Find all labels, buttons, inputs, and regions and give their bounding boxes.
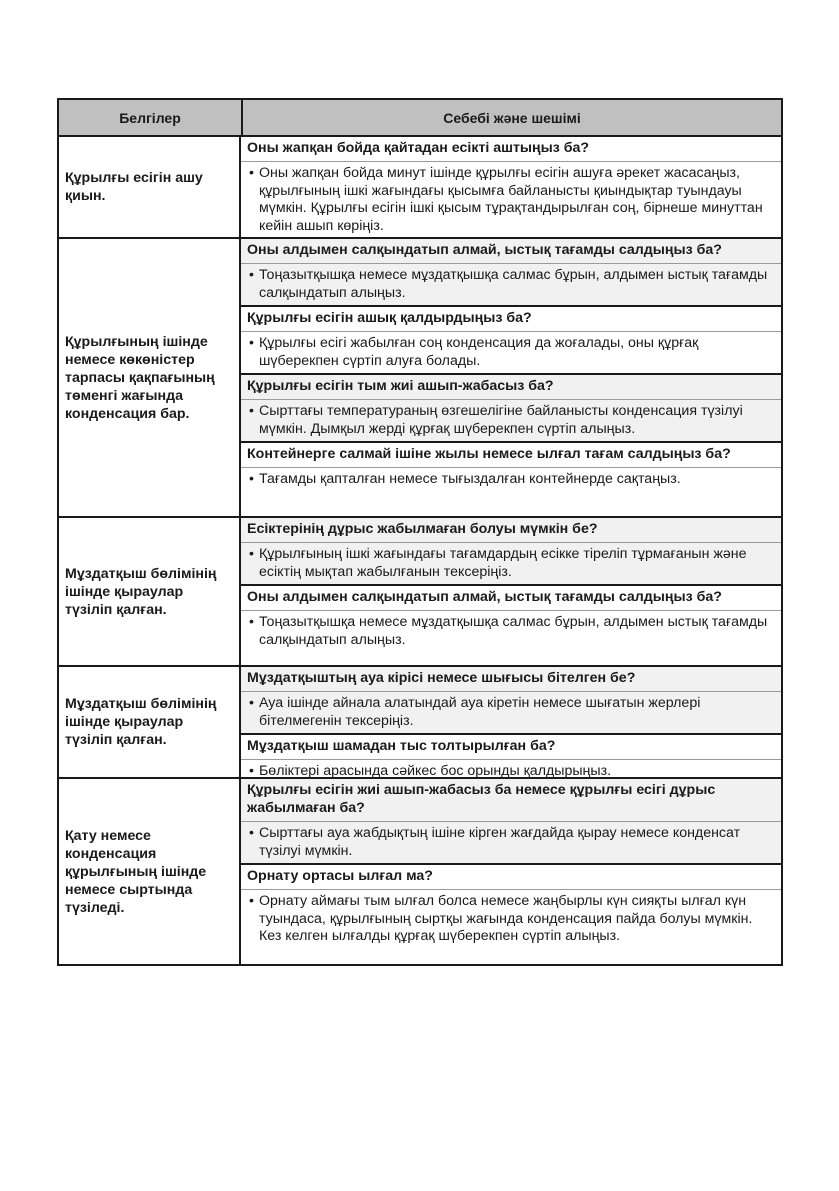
bullet-icon: • xyxy=(249,403,254,419)
table-header xyxy=(59,100,781,137)
solution-answer: Ауа ішінде айнала алатындай ауа кіретін немесе шығатын жерлері бітелмегенін тексеріңіз. xyxy=(259,695,701,729)
cause-question: Оны жапқан бойда қайтадан есікті аштыңыз ба? xyxy=(241,139,781,162)
symptom-group xyxy=(59,667,781,779)
solution-text xyxy=(247,890,775,946)
bullet-icon: • xyxy=(249,471,254,487)
cause-question: Орнату ортасы ылғал ма? xyxy=(241,867,781,890)
symptom-cell xyxy=(59,518,241,665)
cause-item xyxy=(241,375,781,443)
cause-item xyxy=(241,518,781,586)
symptom-group xyxy=(59,518,781,667)
symptom-text: Мұздатқыш бөлімінің ішінде қыраулар түзіліп қалған. xyxy=(65,565,217,618)
solution-text xyxy=(247,264,775,302)
cause-item xyxy=(241,239,781,307)
symptom-text: Құрылғының ішінде немесе көкөністер тарпасы қақпағының төменгі жағында конденсация бар. xyxy=(65,333,215,422)
symptom-group xyxy=(59,239,781,518)
cause-item xyxy=(241,667,781,735)
bullet-icon: • xyxy=(249,695,254,711)
symptom-group xyxy=(59,137,781,239)
causes-cell xyxy=(241,667,781,777)
cause-item xyxy=(241,443,781,492)
solution-text xyxy=(247,543,775,581)
solution-answer: Тағамды қапталған немесе тығыздалған контейнерде сақтаңыз. xyxy=(259,471,681,487)
troubleshooting-table xyxy=(57,98,783,966)
symptom-text: Мұздатқыш бөлімінің ішінде қыраулар түзіліп қалған. xyxy=(65,696,217,748)
bullet-icon: • xyxy=(249,763,254,779)
solution-text xyxy=(247,611,775,649)
symptom-text: Қату немесе конденсация құрылғының ішінде немесе сыртында түзіледі. xyxy=(65,827,207,916)
solution-text xyxy=(247,162,775,235)
cause-question: Мұздатқыш шамадан тыс толтырылған ба? xyxy=(241,737,781,760)
cause-item xyxy=(241,779,781,865)
symptom-cell xyxy=(59,667,241,777)
solution-text xyxy=(247,822,775,860)
solution-answer: Оны жапқан бойда минут ішінде құрылғы есігін ашуға әрекет жасасаңыз, құрылғының ішкі жағындағы қысымға байланысты қиындықтар туындауы мүмкін. Құрылғы есігін ішкі қысым тұрақтандырылған соң, бірнеше минуттан кейін ашып көріңіз. xyxy=(259,165,763,234)
bullet-icon: • xyxy=(249,335,254,351)
bullet-icon: • xyxy=(249,267,254,283)
causes-cell xyxy=(241,779,781,964)
cause-question: Оны алдымен салқындатып алмай, ыстық тағамды салдыңыз ба? xyxy=(241,588,781,611)
table-body xyxy=(59,137,781,964)
solution-answer: Сырттағы ауа жабдықтың ішіне кірген жағдайда қырау немесе конденсат түзілуі мүмкін. xyxy=(259,825,741,859)
solution-text xyxy=(247,332,775,370)
cause-item xyxy=(241,307,781,375)
cause-item xyxy=(241,137,781,238)
bullet-icon: • xyxy=(249,825,254,841)
symptom-cell xyxy=(59,779,241,964)
symptom-cell xyxy=(59,137,241,237)
bullet-icon: • xyxy=(249,614,254,630)
causes-cell xyxy=(241,137,781,237)
solution-text xyxy=(247,468,775,489)
solution-answer: Бөліктері арасында сәйкес бос орынды қалдырыңыз. xyxy=(259,763,612,779)
symptom-group xyxy=(59,779,781,964)
cause-question: Мұздатқыштың ауа кірісі немесе шығысы бітелген бе? xyxy=(241,669,781,692)
solution-answer: Құрылғы есігі жабылған соң конденсация да жоғалады, оны құрғақ шүберекпен сүртіп алуға болады. xyxy=(259,335,699,369)
cause-question: Оны алдымен салқындатып алмай, ыстық тағамды салдыңыз ба? xyxy=(241,241,781,264)
bullet-icon: • xyxy=(249,893,254,909)
cause-item xyxy=(241,865,781,949)
symptom-cell xyxy=(59,239,241,516)
cause-question: Құрылғы есігін жиі ашып-жабасыз ба немесе құрылғы есігі дұрыс жабылмаған ба? xyxy=(241,781,781,822)
cause-question: Есіктерінің дұрыс жабылмаған болуы мүмкін бе? xyxy=(241,520,781,543)
solution-answer: Құрылғының ішкі жағындағы тағамдардың есікке тіреліп тұрмағанын және есіктің мықтап жабылғанын тексеріңіз. xyxy=(259,546,747,580)
cause-item xyxy=(241,735,781,784)
causes-cell xyxy=(241,518,781,665)
solution-answer: Тоңазытқышқа немесе мұздатқышқа салмас бұрын, алдымен ыстық тағамды салқындатып алыңыз. xyxy=(259,614,768,648)
solution-answer: Орнату аймағы тым ылғал болса немесе жаңбырлы күн сияқты ылғал күн туындаса, құрылғының сыртқы жағында конденсация пайда болуы мүмкін. Кез келген ылғалды құрғақ шүберекпен сүртіп алыңыз. xyxy=(259,893,753,944)
solution-answer: Сырттағы температураның өзгешелігіне байланысты конденсация түзілуі мүмкін. Дымқыл жерді құрғақ шүберекпен сүртіп алыңыз. xyxy=(259,403,743,437)
solution-answer: Тоңазытқышқа немесе мұздатқышқа салмас бұрын, алдымен ыстық тағамды салқындатып алыңыз. xyxy=(259,267,768,301)
bullet-icon: • xyxy=(249,165,254,181)
header-symptoms: Белгілер xyxy=(59,100,243,135)
bullet-icon: • xyxy=(249,546,254,562)
cause-question: Контейнерге салмай ішіне жылы немесе ылғал тағам салдыңыз ба? xyxy=(241,445,781,468)
header-cause-solution: Себебі және шешімі xyxy=(443,109,581,126)
solution-text xyxy=(247,400,775,438)
solution-text xyxy=(247,692,775,730)
causes-cell xyxy=(241,239,781,516)
cause-question: Құрылғы есігін тым жиі ашып-жабасыз ба? xyxy=(241,377,781,400)
solution-text xyxy=(247,760,775,781)
symptom-text: Құрылғы есігін ашу қиын. xyxy=(65,170,203,204)
cause-item xyxy=(241,586,781,652)
cause-question: Құрылғы есігін ашық қалдырдыңыз ба? xyxy=(241,309,781,332)
